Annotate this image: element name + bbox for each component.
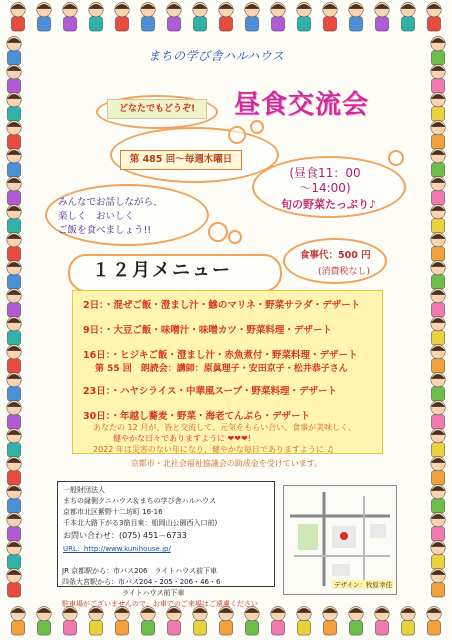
menu-item: 9日：・大豆ご飯・味噌汁・味噌カツ・野菜料理・デザート <box>83 325 332 336</box>
person-figure <box>7 540 22 569</box>
lunch-time-end: 〜14:00) <box>299 181 351 195</box>
person-figure <box>431 428 446 457</box>
info-line: 千本北大路下がる3筋目東：船岡山公園西入口前) <box>63 519 218 527</box>
person-figure <box>431 400 446 429</box>
person-figure <box>7 484 22 513</box>
design-credit: デザイン：牧原幸佳 <box>334 581 393 589</box>
person-figure <box>115 606 130 635</box>
person-figure <box>349 606 364 635</box>
person-figure <box>141 2 156 31</box>
person-figure <box>7 288 22 317</box>
phone: お問い合わせ：(075) 451－6733 <box>63 531 187 540</box>
person-figure <box>7 92 22 121</box>
person-figure <box>89 606 104 635</box>
person-figure <box>401 2 416 31</box>
person-figure <box>431 316 446 345</box>
person-figure <box>271 606 286 635</box>
person-figure <box>431 92 446 121</box>
person-figure <box>11 606 26 635</box>
lunch-time <box>265 166 385 196</box>
grant-note: 京都市・北社会福祉協議会の助成金を受けています。 <box>130 459 323 468</box>
parking-note: 駐車場がございませんので、お車でのご来場はご遠慮ください <box>62 600 258 608</box>
message-note: あなたの 12 月が、皆と交流して、元気をもらい合い、食事が美味しく、 <box>93 423 356 432</box>
person-figure <box>63 606 78 635</box>
person-figure <box>431 568 446 597</box>
menu-item: 23日：・ハヤシライス・中華風スープ・野菜料理・デザート <box>83 386 338 397</box>
access-line: 四条大宮駅から：市バス204・205・206・46・6 <box>62 578 221 586</box>
person-figure <box>193 606 208 635</box>
invitation-text <box>58 196 198 238</box>
location-map <box>283 485 397 595</box>
person-figure <box>431 540 446 569</box>
website-link[interactable]: URL：http://www.kunihouse.jp/ <box>63 545 171 553</box>
decor-bubble-small <box>208 222 228 242</box>
person-figure <box>427 2 442 31</box>
person-figure <box>7 428 22 457</box>
person-figure <box>431 148 446 177</box>
person-figure <box>431 64 446 93</box>
person-figure <box>431 36 446 65</box>
menu-title: １２月メニュー <box>92 260 232 281</box>
person-figure <box>431 456 446 485</box>
menu-box <box>72 290 383 454</box>
person-figure <box>7 36 22 65</box>
decor-bubble-small <box>228 126 246 144</box>
session-info: 第 485 回〜毎週木曜日 <box>120 150 242 170</box>
person-figure <box>7 456 22 485</box>
person-figure <box>431 288 446 317</box>
message-note: 2022 年は災害のない年になり、健やかな毎日でありますように ♫ <box>93 445 334 454</box>
map-illustration <box>284 486 396 594</box>
person-figure <box>297 2 312 31</box>
person-figure <box>297 606 312 635</box>
person-figure <box>37 2 52 31</box>
access-line: ライトハウス前下車 <box>122 589 185 597</box>
person-figure <box>431 372 446 401</box>
person-figure <box>37 606 52 635</box>
decor-bubble-small <box>388 150 404 166</box>
person-figure <box>7 568 22 597</box>
person-figure <box>89 2 104 31</box>
event-title: 昼食交流会 <box>234 90 370 120</box>
seasonal-vegetables: 旬の野菜たっぷり♪ <box>281 198 377 211</box>
person-figure <box>7 64 22 93</box>
person-figure <box>323 2 338 31</box>
person-figure <box>167 606 182 635</box>
info-line: 一般財団法人 <box>63 486 105 494</box>
menu-item: 30日：・年越し蕎麦・野菜・海老てんぷら・デザート <box>83 411 310 422</box>
decor-bubble <box>283 238 387 284</box>
menu-item: 16日：・ヒジキご飯・澄まし汁・赤魚煮付・野菜料理・デザート <box>83 350 358 361</box>
person-figure <box>167 2 182 31</box>
person-figure <box>7 400 22 429</box>
person-figure <box>431 344 446 373</box>
person-figure <box>7 232 22 261</box>
person-figure <box>431 260 446 289</box>
decor-bubble-small <box>228 230 242 244</box>
reading-event: 第 55 回 朗読会：講師：原眞理子・安田京子・松井恭子さん <box>95 364 348 374</box>
person-figure <box>431 204 446 233</box>
person-figure <box>7 176 22 205</box>
person-figure <box>323 606 338 635</box>
person-figure <box>7 344 22 373</box>
person-figure <box>219 2 234 31</box>
person-figure <box>427 606 442 635</box>
person-figure <box>431 176 446 205</box>
person-figure <box>141 606 156 635</box>
person-figure <box>7 120 22 149</box>
person-figure <box>115 2 130 31</box>
person-figure <box>7 372 22 401</box>
info-line: 京都市北区紫野十二坊町 16-16 <box>63 508 163 516</box>
info-line: まちの縁側クニハウス＆まちの学び舎ハルハウス <box>63 497 216 505</box>
meal-price: 食事代：500 円 <box>300 250 371 261</box>
person-figure <box>63 2 78 31</box>
person-figure <box>375 606 390 635</box>
person-figure <box>7 148 22 177</box>
person-figure <box>11 2 26 31</box>
person-figure <box>431 484 446 513</box>
invitation-line: 楽しく おいしく <box>58 211 135 222</box>
brand-name: まちの学び舎ハルハウス <box>148 49 285 63</box>
welcome-tag: どなたでもどうぞ! <box>107 99 207 119</box>
access-line: JR 京都駅から：市バス206 ライトハウス前下車 <box>62 567 217 575</box>
person-figure <box>431 512 446 541</box>
invitation-line: ご飯を食べましょう!! <box>58 225 152 236</box>
person-figure <box>7 316 22 345</box>
person-figure <box>271 2 286 31</box>
person-figure <box>7 204 22 233</box>
person-figure <box>193 2 208 31</box>
invitation-line: みんなでお話しながら、 <box>58 197 163 208</box>
person-figure <box>375 2 390 31</box>
decor-bubble-small <box>250 120 264 134</box>
message-note: 健やかな日々でありますように ❤❤❤! <box>113 434 251 443</box>
lunch-time-start: (昼食11：00 <box>289 166 361 180</box>
person-figure <box>245 606 260 635</box>
person-figure <box>349 2 364 31</box>
person-figure <box>7 260 22 289</box>
tax-note: (消費税なし) <box>318 267 371 277</box>
person-figure <box>431 232 446 261</box>
person-figure <box>7 512 22 541</box>
person-figure <box>219 606 234 635</box>
person-figure <box>431 120 446 149</box>
person-figure <box>245 2 260 31</box>
person-figure <box>401 606 416 635</box>
menu-item: 2日：・混ぜご飯・澄まし汁・鰺のマリネ・野菜サラダ・デザート <box>83 300 361 311</box>
